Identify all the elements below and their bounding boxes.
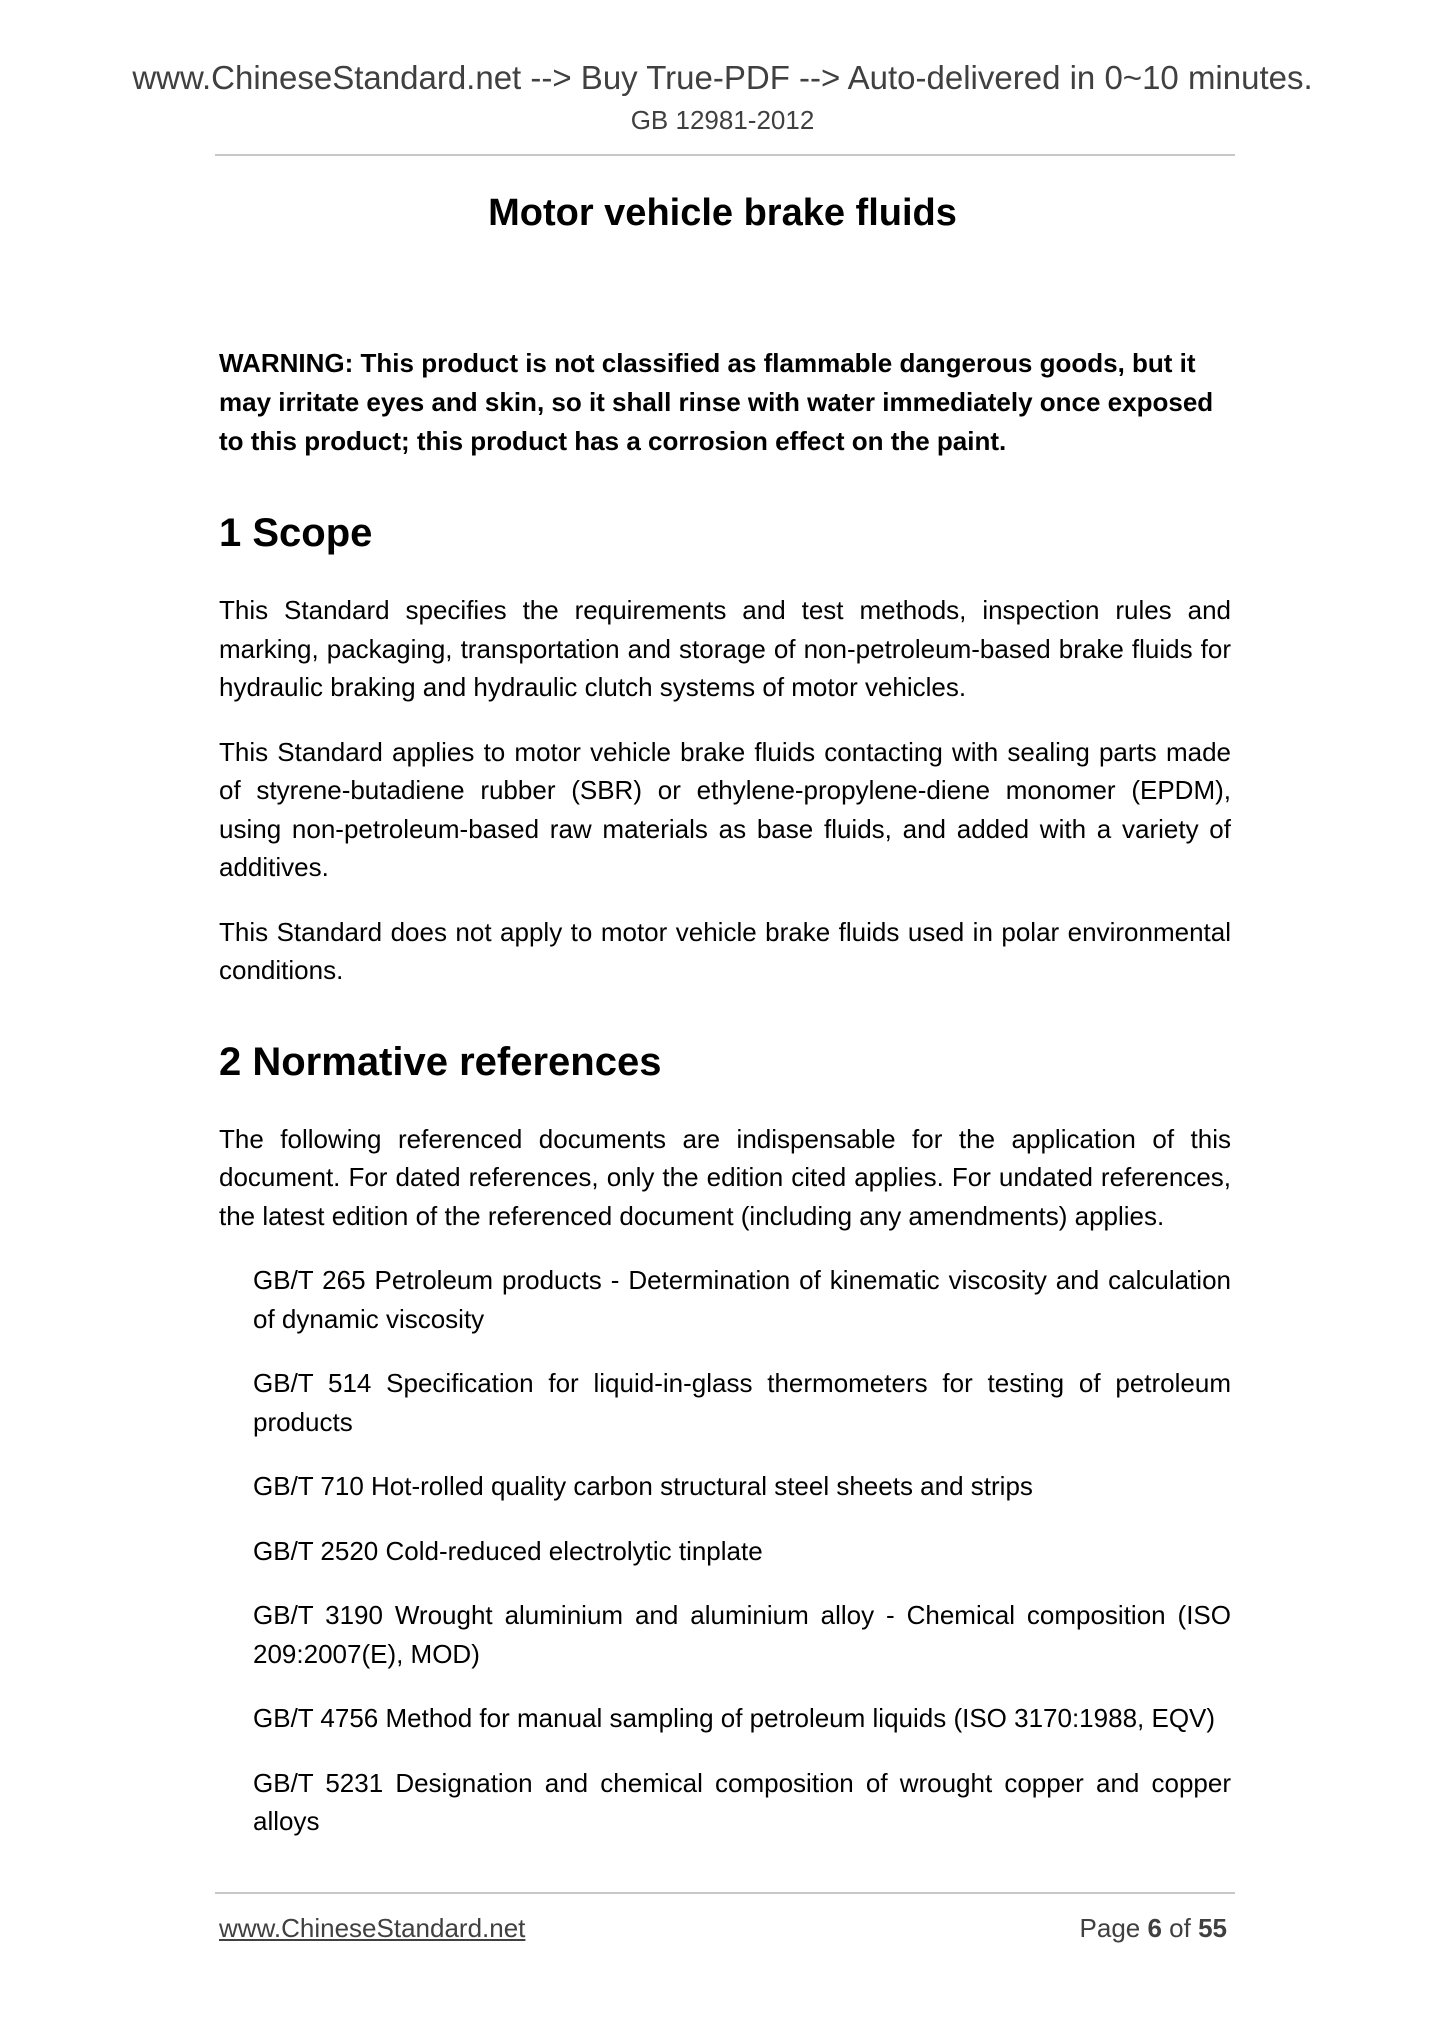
header-banner: www.ChineseStandard.net --> Buy True-PDF --> Auto-delivered in 0~10 minutes. xyxy=(132,59,1313,96)
reference-item: GB/T 710 Hot-rolled quality carbon structural steel sheets and strips xyxy=(253,1471,1033,1501)
reference-item: GB/T 5231 Designation and chemical composition of wrought copper and copper alloys xyxy=(253,1767,1231,1836)
reference-item: GB/T 514 Specification for liquid-in-glass thermometers for testing of petroleum products xyxy=(253,1368,1231,1437)
reference-list xyxy=(219,1261,1231,1841)
reference-item: GB/T 4756 Method for manual sampling of petroleum liquids (ISO 3170:1988, EQV) xyxy=(253,1703,1216,1733)
page-total-number: 55 xyxy=(1198,1913,1227,1943)
header-divider xyxy=(215,154,1235,156)
scope-paragraph: This Standard does not apply to motor vehicle brake fluids used in polar environmental conditions. xyxy=(219,916,1231,985)
section-heading-normative-references: 2 Normative references xyxy=(219,1039,662,1084)
standard-code: GB 12981-2012 xyxy=(630,105,815,135)
scope-paragraph: This Standard applies to motor vehicle brake fluids contacting with sealing parts made of styrene-butadiene rubber (SBR) or ethylene-propylene-diene monomer (EPDM), using non-petroleum-based raw materials as base fluids, and added with a variety of additives. xyxy=(219,736,1231,882)
footer-site-link[interactable]: www.ChineseStandard.net xyxy=(219,1913,526,1943)
footer-divider xyxy=(215,1892,1235,1894)
page-prefix: Page xyxy=(1079,1913,1148,1943)
normative-intro-paragraph: The following referenced documents are indispensable for the application of this document. For dated references, only the edition cited applies. For undated references, the latest edition of the referenced document (including any amendments) applies. xyxy=(219,1123,1231,1231)
reference-item: GB/T 3190 Wrought aluminium and aluminium alloy - Chemical composition (ISO 209:2007(E), MOD) xyxy=(253,1600,1231,1669)
document-title: Motor vehicle brake fluids xyxy=(488,192,957,234)
document-body xyxy=(219,344,1231,1867)
reference-item: GB/T 265 Petroleum products - Determination of kinematic viscosity and calculation of dynamic viscosity xyxy=(253,1265,1231,1334)
page-indicator xyxy=(1080,1912,1227,1944)
page-current-number: 6 xyxy=(1147,1913,1162,1943)
warning-notice: WARNING: This product is not classified as flammable dangerous goods, but it may irritate eyes and skin, so it shall rinse with water immediately once exposed to this product; this product has a corrosion effect on the paint. xyxy=(219,348,1214,456)
page-of-label: of xyxy=(1161,1913,1199,1943)
section-heading-scope: 1 Scope xyxy=(219,511,373,555)
reference-item: GB/T 2520 Cold-reduced electrolytic tinplate xyxy=(253,1535,763,1566)
scope-paragraph: This Standard specifies the requirements and test methods, inspection rules and marking, packaging, transportation and storage of non-petroleum-based brake fluids for hydraulic braking and hydraulic clutch systems of motor vehicles. xyxy=(219,595,1231,702)
